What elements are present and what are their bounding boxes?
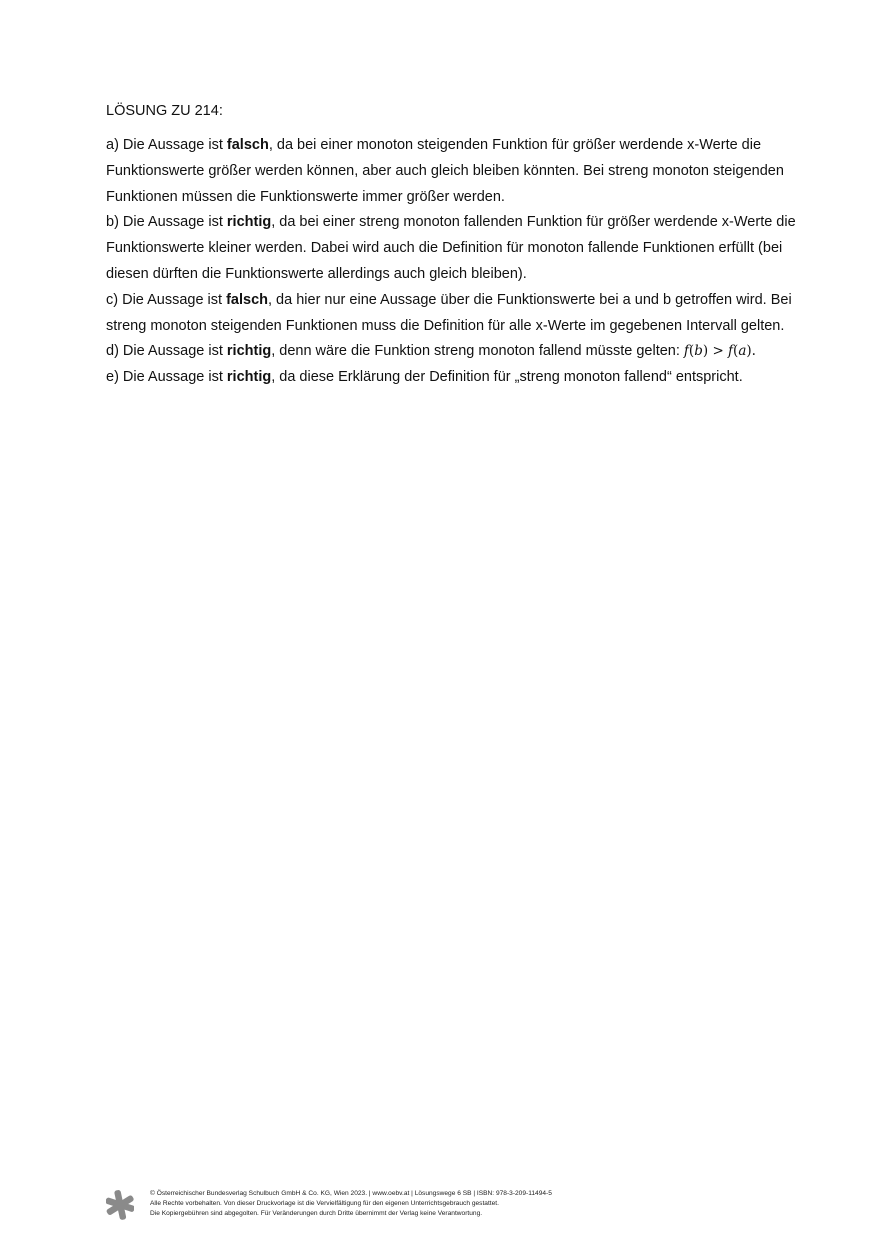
answer-d-text: , denn wäre die Funktion streng monoton fallend müsste gelten: <box>271 343 684 360</box>
copyright-notice <box>150 1189 552 1220</box>
answer-d-verdict: richtig <box>226 343 272 360</box>
solution-body <box>106 133 821 391</box>
answer-b-verdict: richtig <box>226 214 272 231</box>
answer-c-text: , da hier nur eine Aussage über die Funktionswerte bei a und b getroffen wird. Bei streng monoton steigenden Funktionen muss die Definition für alle x-Werte im gegebenen Intervall gelten. <box>106 291 792 334</box>
footer-line-1: © Österreichischer Bundesverlag Schulbuch GmbH & Co. KG, Wien 2023. | www.oebv.at | Lösungswege 6 SB | ISBN: 978-3-209-11494-5 <box>150 1190 552 1197</box>
page-footer <box>106 1187 806 1227</box>
answer-c <box>106 288 821 340</box>
answer-b <box>106 210 821 287</box>
formula-lhs-argument: b <box>694 343 703 360</box>
answer-d-prefix: d) Die Aussage ist <box>106 343 227 360</box>
footer-line-3: Die Kopiergebühren sind abgegolten. Für Veränderungen durch Dritte übernimmt der Verlag keine Verantwortung. <box>150 1210 483 1218</box>
answer-a-prefix: a) Die Aussage ist <box>106 137 227 153</box>
solution-heading: LÖSUNG ZU 214: <box>106 103 223 119</box>
answer-e-verdict: richtig <box>226 369 272 386</box>
answer-a <box>106 133 821 210</box>
answer-e-text: , da diese Erklärung der Definition für „streng monoton fallend“ entspricht. <box>271 369 743 386</box>
formula-rhs-function: f <box>728 343 734 360</box>
footer-line-2: Alle Rechte vorbehalten. Von dieser Druckvorlage ist die Vervielfältigung für den eigenen Unterrichtsgebrauch gestattet. <box>150 1200 499 1208</box>
answer-c-prefix: c) Die Aussage ist <box>106 291 227 308</box>
answer-a-verdict: falsch <box>226 137 269 153</box>
formula-operator: > <box>712 343 724 360</box>
answer-a-text: , da bei einer monoton steigenden Funktion für größer werdende x-Werte die Funktionswerte größer werden können, aber auch gleich bleiben könnten. Bei streng monoton steigenden Funktionen müssen die Funktionswerte immer größer werden. <box>106 137 784 205</box>
answer-b-prefix: b) Die Aussage ist <box>106 214 227 231</box>
answer-e <box>106 365 821 391</box>
formula-lhs-function: f <box>683 343 689 360</box>
formula-end: . <box>751 343 756 360</box>
oebv-asterisk-logo-icon <box>106 1189 134 1221</box>
answer-c-verdict: falsch <box>226 291 268 308</box>
inequality-formula: f(b) > f(a). <box>683 343 756 360</box>
formula-rhs-argument: a <box>738 343 747 360</box>
answer-b-text: , da bei einer streng monoton fallenden Funktion für größer werdende x-Werte die Funktionswerte kleiner werden. Dabei wird auch die Definition für monoton fallende Funktionen erfüllt (bei diesen dürften die Funktionswerte allerdings auch gleich bleiben). <box>106 214 796 282</box>
answer-e-prefix: e) Die Aussage ist <box>106 369 227 386</box>
answer-d <box>106 339 821 365</box>
